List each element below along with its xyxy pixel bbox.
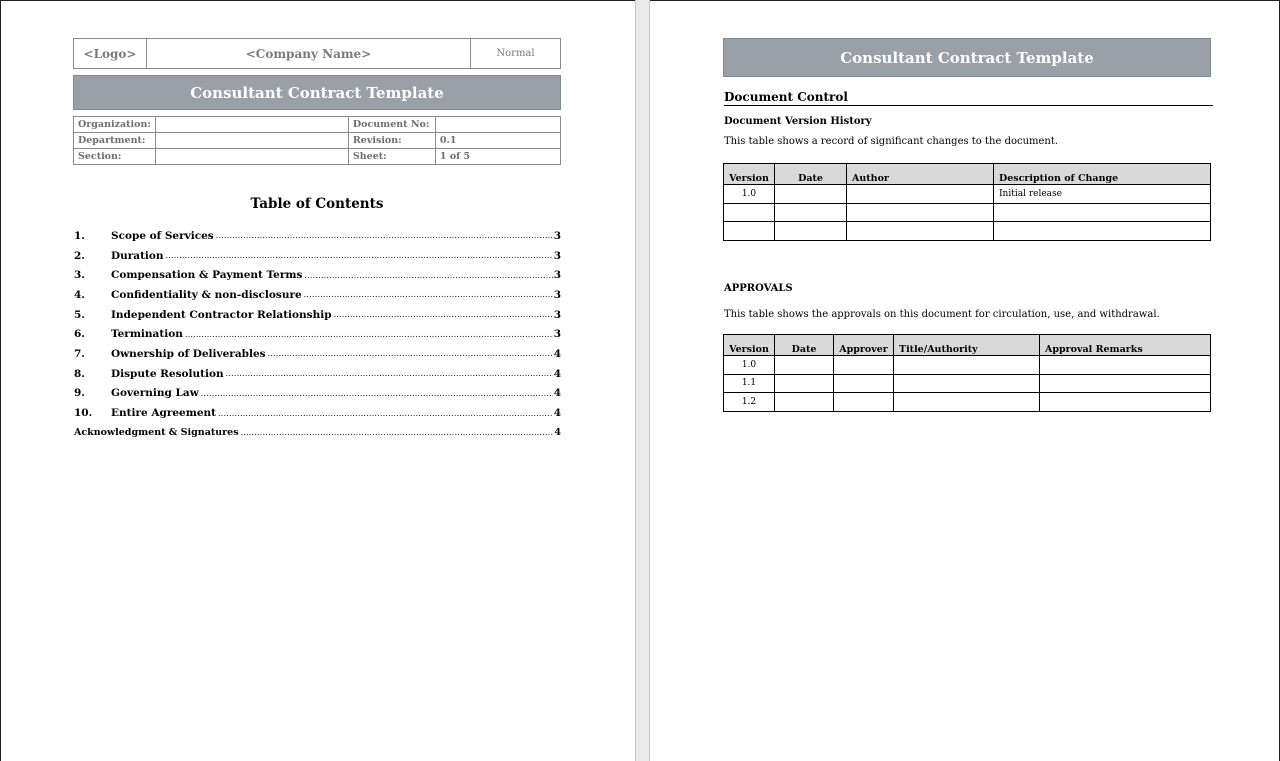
toc-item-text: Duration [111, 249, 164, 262]
table-cell[interactable] [724, 203, 775, 222]
docno-value[interactable] [435, 117, 560, 133]
toc-leader [304, 271, 552, 280]
toc-item-text: Ownership of Deliverables [111, 347, 266, 360]
toc-item[interactable] [74, 246, 561, 266]
approvals-description: This table shows the approvals on this document for circulation, use, and withdrawal. [724, 309, 1160, 320]
table-cell[interactable]: Initial release [994, 185, 1211, 204]
table-row [724, 203, 1211, 222]
version-history-table [723, 163, 1211, 241]
toc-item-page: 4 [553, 387, 561, 400]
department-label: Department: [74, 133, 156, 149]
table-cell[interactable] [775, 374, 834, 393]
logo-placeholder: <Logo> [74, 39, 147, 68]
toc-item-number: 4. [74, 288, 85, 301]
table-of-contents [74, 226, 561, 443]
toc-item[interactable] [74, 423, 561, 443]
table-cell[interactable] [894, 393, 1040, 412]
toc-item-page: 3 [553, 249, 561, 262]
table-cell[interactable] [775, 203, 847, 222]
sheet-value[interactable]: 1 of 5 [435, 149, 560, 165]
toc-leader [201, 389, 553, 398]
toc-item-text: Termination [111, 328, 183, 341]
column-header: Approver [834, 335, 894, 356]
table-cell[interactable] [775, 393, 834, 412]
revision-label: Revision: [348, 133, 435, 149]
toc-item-number: 7. [74, 347, 85, 360]
toc-leader [268, 349, 553, 358]
toc-item-page: 3 [553, 269, 561, 282]
table-cell[interactable]: 1.0 [724, 185, 775, 204]
organization-label: Organization: [74, 117, 156, 133]
table-row [724, 374, 1211, 393]
table-cell[interactable] [894, 374, 1040, 393]
table-cell[interactable] [775, 222, 847, 241]
column-header: Description of Change [994, 164, 1211, 185]
toc-item-number: 8. [74, 367, 85, 380]
department-value[interactable] [155, 133, 348, 149]
toc-leader [216, 231, 553, 240]
version-history-heading: Document Version History [724, 116, 872, 127]
header-table [73, 38, 561, 69]
toc-item-text: Entire Agreement [111, 407, 216, 420]
toc-item[interactable] [74, 285, 561, 305]
sheet-label: Sheet: [348, 149, 435, 165]
table-cell[interactable] [834, 356, 894, 375]
section-value[interactable] [155, 149, 348, 165]
info-table [73, 116, 561, 165]
approvals-heading: APPROVALS [724, 283, 793, 294]
page-gutter [635, 0, 650, 761]
toc-item[interactable] [74, 305, 561, 325]
section-label: Section: [74, 149, 156, 165]
toc-item[interactable] [74, 265, 561, 285]
table-header-row [724, 164, 1211, 185]
toc-item[interactable] [74, 364, 561, 384]
toc-item-text: Independent Contractor Relationship [111, 308, 332, 321]
table-cell[interactable] [994, 203, 1211, 222]
toc-item-number: 1. [74, 229, 85, 242]
toc-item-page: 3 [553, 328, 561, 341]
toc-title: Table of Contents [250, 196, 384, 212]
table-row [724, 185, 1211, 204]
toc-item-page: 4 [553, 407, 561, 420]
table-cell[interactable] [834, 393, 894, 412]
column-header: Date [775, 335, 834, 356]
table-cell[interactable] [775, 356, 834, 375]
version-history-description: This table shows a record of significant changes to the document. [724, 136, 1059, 147]
toc-item-page: 3 [553, 308, 561, 321]
table-row [724, 356, 1211, 375]
toc-item[interactable] [74, 324, 561, 344]
toc-item-text: Scope of Services [111, 229, 214, 242]
toc-item-page: 4 [553, 367, 561, 380]
table-row [724, 222, 1211, 241]
toc-item-text: Compensation & Payment Terms [111, 269, 303, 282]
toc-item-text: Acknowledgment & Signatures [74, 427, 239, 439]
table-cell[interactable] [1040, 374, 1211, 393]
toc-item-text: Dispute Resolution [111, 367, 224, 380]
document-title-banner: Consultant Contract Template [73, 75, 561, 110]
toc-item-number: 6. [74, 328, 85, 341]
toc-item-text: Governing Law [111, 387, 199, 400]
column-header: Version [724, 335, 775, 356]
column-header: Approval Remarks [1040, 335, 1211, 356]
toc-item-text: Confidentiality & non-disclosure [111, 288, 302, 301]
table-cell[interactable]: 1.0 [724, 356, 775, 375]
table-cell[interactable] [894, 356, 1040, 375]
table-cell[interactable] [724, 222, 775, 241]
toc-item-page: 4 [553, 347, 561, 360]
table-cell[interactable] [1040, 393, 1211, 412]
table-cell[interactable] [994, 222, 1211, 241]
table-cell[interactable] [847, 185, 994, 204]
docno-label: Document No: [348, 117, 435, 133]
toc-item-number: 9. [74, 387, 85, 400]
info-row [74, 133, 561, 149]
approvals-table [723, 334, 1211, 412]
toc-leader [185, 330, 553, 339]
info-row [74, 117, 561, 133]
toc-item-page: 4 [554, 427, 561, 439]
info-row [74, 149, 561, 165]
document-control-heading: Document Control [724, 90, 1213, 106]
toc-leader [334, 310, 553, 319]
toc-item-page: 3 [553, 288, 561, 301]
document-title-banner: Consultant Contract Template [723, 38, 1211, 77]
style-label: Normal [496, 48, 535, 59]
toc-leader [166, 251, 553, 260]
toc-leader [304, 290, 553, 299]
toc-item[interactable] [74, 344, 561, 364]
table-header-row [724, 335, 1211, 356]
table-cell[interactable] [834, 374, 894, 393]
table-cell[interactable] [847, 222, 994, 241]
toc-item-number: 3. [74, 269, 85, 282]
toc-leader [226, 369, 553, 378]
table-cell[interactable] [847, 203, 994, 222]
toc-item-number: 2. [74, 249, 85, 262]
toc-item[interactable] [74, 403, 561, 423]
organization-value[interactable] [155, 117, 348, 133]
column-header: Date [775, 164, 847, 185]
table-cell[interactable]: 1.1 [724, 374, 775, 393]
column-header: Version [724, 164, 775, 185]
table-cell[interactable] [775, 185, 847, 204]
table-cell[interactable]: 1.2 [724, 393, 775, 412]
toc-leader [241, 428, 554, 437]
column-header: Title/Authority [894, 335, 1040, 356]
toc-item-number: 5. [74, 308, 85, 321]
company-name: <Company Name> [147, 39, 471, 68]
column-header: Author [847, 164, 994, 185]
table-row [724, 393, 1211, 412]
toc-item-page: 3 [553, 229, 561, 242]
table-cell[interactable] [1040, 356, 1211, 375]
toc-item[interactable] [74, 384, 561, 404]
toc-item-number: 10. [74, 407, 93, 420]
revision-value[interactable]: 0.1 [435, 133, 560, 149]
toc-item[interactable] [74, 226, 561, 246]
toc-leader [218, 409, 553, 418]
